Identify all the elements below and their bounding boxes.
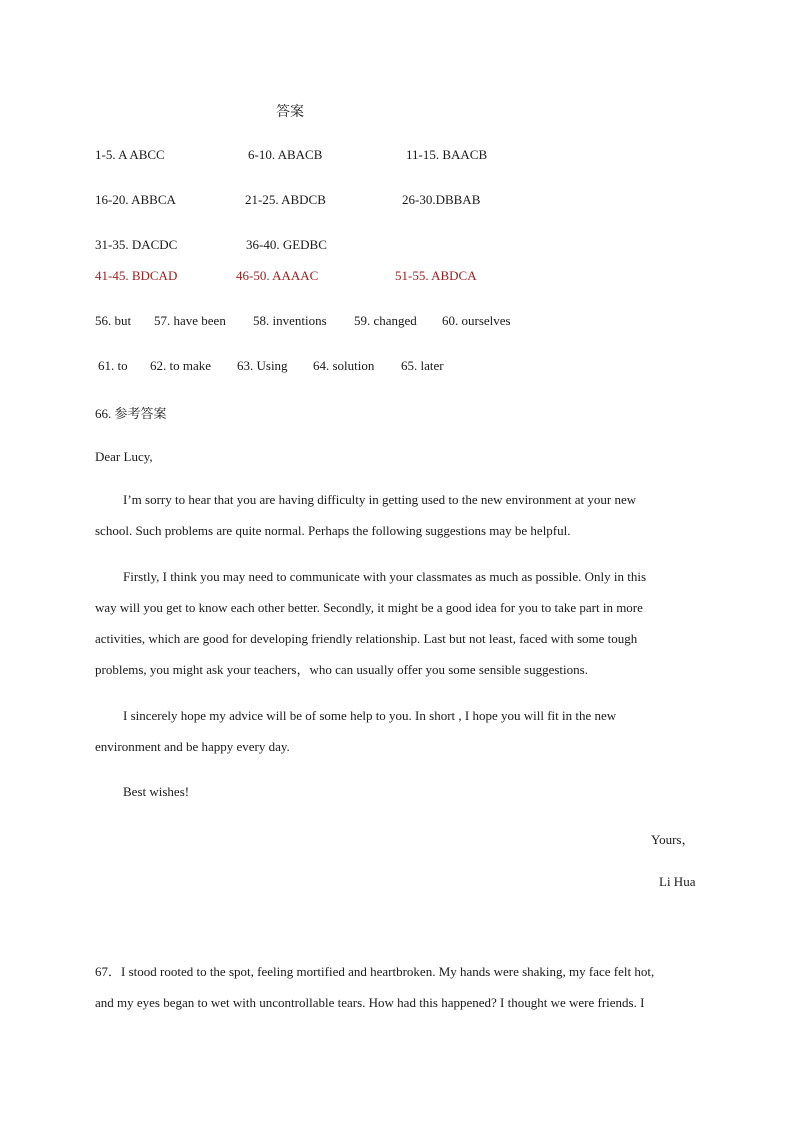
q67-line: 67．I stood rooted to the spot, feeling mortified and heartbroken. My hands were shaking, my face felt hot,	[95, 964, 655, 979]
letter-salutation: Dear Lucy,	[95, 449, 153, 464]
answer-item: 21-25. ABDCB	[245, 192, 326, 207]
letter-line: Firstly, I think you may need to communicate with your classmates as much as possible. Only in this	[123, 569, 647, 584]
answer-item: 16-20. ABBCA	[95, 192, 176, 207]
letter-line: way will you get to know each other better. Secondly, it might be a good idea for you to take part in more	[95, 600, 643, 615]
letter-line: environment and be happy every day.	[95, 739, 290, 754]
answer-item: 61. to	[98, 358, 128, 373]
letter-line: problems, you might ask your teachers，who can usually offer you some sensible suggestions.	[95, 662, 588, 677]
essay-heading: 66. 参考答案	[95, 406, 167, 421]
q67-line: and my eyes began to wet with uncontrollable tears. How had this happened? I thought we were friends. I	[95, 995, 645, 1010]
letter-paragraph-3	[95, 700, 701, 762]
answer-item: 60. ourselves	[442, 313, 511, 328]
answer-item: 58. inventions	[253, 313, 327, 328]
question-67-text	[95, 956, 701, 1018]
answer-item: 57. have been	[154, 313, 226, 328]
letter-yours: Yours，	[651, 832, 695, 847]
answer-item: 46-50. AAAAC	[236, 268, 319, 283]
answer-item: 6-10. ABACB	[248, 147, 323, 162]
letter-line: school. Such problems are quite normal. Perhaps the following suggestions may be helpful.	[95, 523, 571, 538]
letter-paragraph-1	[95, 484, 701, 546]
answer-item: 63. Using	[237, 358, 288, 373]
answer-title: 答案	[276, 105, 304, 120]
answer-item: 62. to make	[150, 358, 212, 373]
answer-item: 31-35. DACDC	[95, 237, 178, 252]
letter-line: I sincerely hope my advice will be of some help to you. In short , I hope you will fit in the new	[123, 708, 617, 723]
letter-line: I’m sorry to hear that you are having difficulty in getting used to the new environment at your new	[123, 492, 637, 507]
answer-item: 59. changed	[354, 313, 417, 328]
answer-item: 36-40. GEDBC	[246, 237, 327, 252]
letter-closing: Best wishes!	[123, 784, 190, 799]
answer-item: 41-45. BDCAD	[95, 268, 178, 283]
answer-item: 64. solution	[313, 358, 375, 373]
letter-paragraph-2	[95, 561, 701, 685]
letter-line: activities, which are good for developing friendly relationship. Last but not least, faced with some tough	[95, 631, 638, 646]
answer-item: 56. but	[95, 313, 132, 328]
answer-item: 65. later	[401, 358, 444, 373]
answer-item: 51-55. ABDCA	[395, 268, 477, 283]
letter-signature: Li Hua	[659, 874, 696, 889]
answer-item: 1-5. A ABCC	[95, 147, 165, 162]
answer-item: 11-15. BAACB	[406, 147, 488, 162]
answer-item: 26-30.DBBAB	[402, 192, 481, 207]
